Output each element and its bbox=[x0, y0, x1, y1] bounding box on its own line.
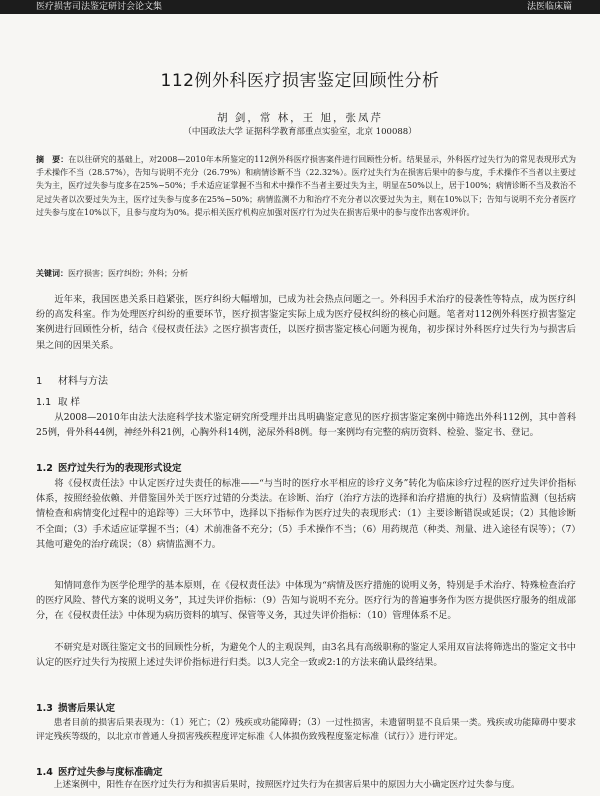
section-1-2-paragraph-1: 将《侵权责任法》中认定医疗过失责任的标准——“与当时的医疗水平相应的诊疗义务”转化为临床诊疗过程的医疗过失评价指标体系，按照经验依赖、并借鉴国外关于医疗过错的分类法。在诊断、治疗（治疗方法的选择和治疗措施的执行）及病情监测（包括病情检查和病情变化过程中的追踪等）三大环节中，选择以下指标作为医疗过失的表现形式：（1）主要诊断错误或延误；（2）其他诊断不全面；（3）手术适应证掌握不当；（4）术前准备不充分；（5）手术操作不当；（6）用药规范（种类、剂量、进入途径有误等）；（7）其他可避免的治疗疏误；（8）病情监测不力。 bbox=[36, 478, 576, 550]
section-1-1-number: 1.1 bbox=[36, 397, 52, 408]
section-1-1-paragraph: 从2008—2010年由法大法庭科学技术鉴定研究所受理并出具明确鉴定意见的医疗损害鉴定案例中筛选出外科112例，其中普科25例，骨外科44例，神经外科21例，心胸外科14例，泌尿外科8例。每一案例均有完整的病历资料、检验、鉴定书、登记。 bbox=[36, 412, 576, 439]
header-journal-title: 医疗损害司法鉴定研讨会论文集 bbox=[36, 2, 163, 12]
header-section-title: 法医临床篇 bbox=[526, 2, 572, 12]
keywords-text: 医疗损害；医疗纠纷；外科；分析 bbox=[68, 269, 188, 278]
section-1-3-paragraph: 患者目前的损害后果表现为：（1）死亡；（2）残疾或功能障碍；（3）一过性损害，未遗留明显不良后果一类。残疾或功能障碍中要求评定残疾等级的，以北京市普通人身损害残疾程度评定标准《人体损伤致残程度鉴定标准（试行）》进行评定。 bbox=[36, 718, 576, 742]
running-header bbox=[0, 0, 600, 14]
abstract bbox=[36, 153, 576, 219]
abstract-text: 在以往研究的基础上，对2008—2010年本所鉴定的112例外科医疗损害案件进行回顾性分析。结果显示，外科医疗过失行为的常见表现形式为手术操作不当（28.57%），告知与说明不充分（26.79%）和病情诊断不当（22.32%）。医疗过失行为在损害后果中的参与度，手术操作不当者以主要过失为主，医疗过失参与度多在25%~50%；手术适应证掌握不当和术中操作不当者主要过失为主，明显在50%以上，居于100%；病情诊断不当及救治不足过失者以次要过失为主，医疗过失参与度多在25%~50%；病情监测不力和治疗不充分者以次要过失为主，则在10%以下；告知与说明不充分者医疗过失参与度在10%以下，且参与度均为0%。提示相关医疗机构应加强对医疗行为过失在损害后果中的参与度作出客观评价。 bbox=[36, 155, 577, 217]
section-1-2-paragraph-2: 知情同意作为医学伦理学的基本原则，在《侵权责任法》中体现为“病情及医疗措施的说明义务，特别是手术治疗、特殊检查治疗的医疗风险、替代方案的说明义务”，其过失评价指标：（9）告知与说明不充分。医疗行为的普遍事务作为医方提供医疗服务的组成部分，在《侵权责任法》中体现为病历资料的填写、保管等义务，其过失评价指标：（10）管理体系不足。 bbox=[36, 580, 576, 622]
section-1-4-paragraph: 上述案例中，阳性存在医疗过失行为和损害后果时，按照医疗过失行为在损害后果中的原因力大小确定医疗过失参与度。 bbox=[53, 780, 520, 790]
section-1-2-number: 1.2 bbox=[36, 463, 53, 474]
section-1-title: 材料与方法 bbox=[58, 376, 108, 387]
section-1-number: 1 bbox=[36, 376, 43, 387]
keywords bbox=[36, 268, 576, 280]
section-1-3-heading bbox=[36, 700, 115, 714]
section-1-heading bbox=[36, 372, 108, 387]
section-1-2-paragraph-3: 不研究是对既往鉴定文书的回顾性分析，为避免个人的主观误判，由3名具有高级职称的鉴定人采用双盲法将筛选出的鉴定文书中认定的医疗过失行为按照上述过失评价指标进行归类。以3人完全一致或2:1的方法来确认最终结果。 bbox=[36, 642, 576, 669]
section-1-2-heading bbox=[36, 460, 182, 474]
article-title: 112例外科医疗损害鉴定回顾性分析 bbox=[160, 71, 440, 91]
section-1-2-title: 医疗过失行为的表现形式设定 bbox=[58, 463, 182, 474]
section-1-3-title: 损害后果认定 bbox=[58, 703, 116, 714]
section-1-3-number: 1.3 bbox=[36, 703, 53, 714]
abstract-label: 摘 要： bbox=[36, 155, 69, 164]
intro-paragraph: 近年来，我国医患关系日趋紧张，医疗纠纷大幅增加，已成为社会热点问题之一。外科因手术治疗的侵袭性等特点，成为医疗纠纷的高发科室。作为处理医疗纠纷的重要环节，医疗损害鉴定实际上成为医疗侵权纠纷的核心问题。笔者对112例外科医疗损害鉴定案例进行回顾性分析，结合《侵权责任法》之医疗损害责任，以医疗损害鉴定核心问题为视角，初步探讨外科医疗过失行为与损害后果之间的因果关系。 bbox=[36, 294, 576, 351]
keywords-label: 关键词： bbox=[36, 269, 68, 278]
section-1-1-heading bbox=[36, 394, 80, 408]
section-1-4-number: 1.4 bbox=[36, 767, 53, 778]
section-1-4-title: 医疗过失参与度标准确定 bbox=[58, 767, 163, 778]
section-1-1-title: 取 样 bbox=[58, 397, 81, 408]
article-affiliation: （中国政法大学 证据科学教育部重点实验室，北京 100088） bbox=[183, 127, 417, 137]
article-authors: 胡 剑，常 林，王 旭，张凤芹 bbox=[216, 112, 383, 124]
section-1-4-heading bbox=[36, 764, 163, 778]
